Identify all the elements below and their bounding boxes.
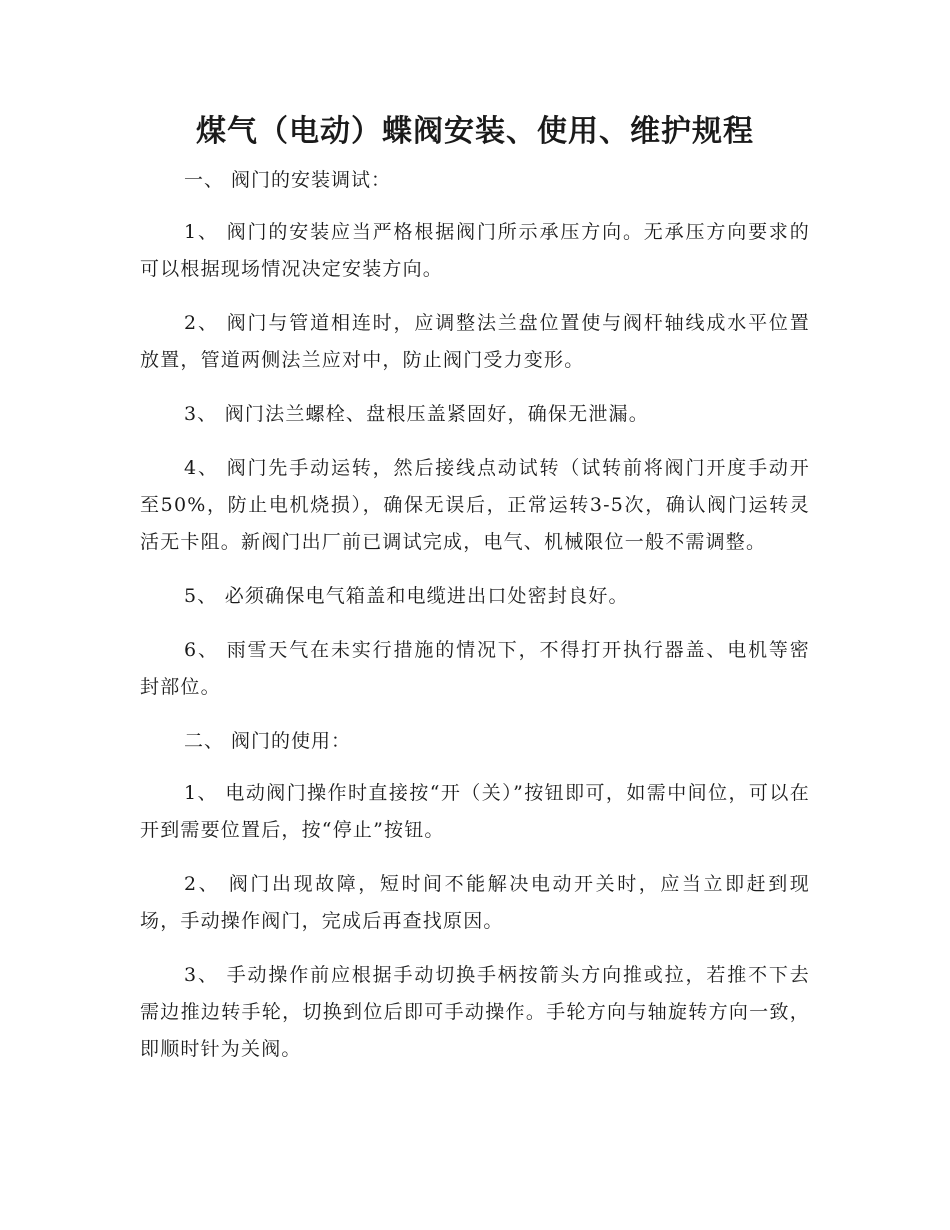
section-heading: 一、 阀门的安装调试：: [184, 169, 392, 191]
paragraph-item: 2、 阀门与管道相连时，应调整法兰盘位置使与阀杆轴线成水平位置放置，管道两侧法兰应对中，防止阀门受力变形。: [140, 312, 810, 371]
paragraph-item: 2、 阀门出现故障，短时间不能解决电动开关时，应当立即赶到现场，手动操作阀门，完成后再查找原因。: [140, 873, 810, 932]
section-usage: [140, 723, 810, 1068]
paragraph-item: 5、 必须确保电气箱盖和电缆进出口处密封良好。: [184, 585, 629, 607]
paragraph-item: 3、 手动操作前应根据手动切换手柄按箭头方向推或拉，若推不下去需边推边转手轮，切换到位后即可手动操作。手轮方向与轴旋转方向一致，即顺时针为关阀。: [140, 964, 810, 1060]
section-installation: [140, 162, 810, 706]
paragraph-item: 1、 电动阀门操作时直接按“开（关）”按钮即可，如需中间位，可以在开到需要位置后，按“停止”按钮。: [140, 782, 810, 841]
paragraph-item: 3、 阀门法兰螺栓、盘根压盖紧固好，确保无泄漏。: [184, 403, 649, 425]
section-heading: 二、 阀门的使用：: [184, 730, 352, 752]
paragraph-item: 1、 阀门的安装应当严格根据阀门所示承压方向。无承压方向要求的可以根据现场情况决定安装方向。: [140, 221, 810, 280]
document-title: 煤气（电动）蝶阀安装、使用、维护规程: [196, 114, 754, 149]
paragraph-item: 6、 雨雪天气在未实行措施的情况下，不得打开执行器盖、电机等密封部位。: [140, 639, 810, 698]
paragraph-item: 4、 阀门先手动运转，然后接线点动试转（试转前将阀门开度手动开至50%，防止电机烧损），确保无误后，正常运转3-5次，确认阀门运转灵活无卡阻。新阀门出厂前已调试完成，电气、机械限位一般不需调整。: [140, 457, 810, 553]
